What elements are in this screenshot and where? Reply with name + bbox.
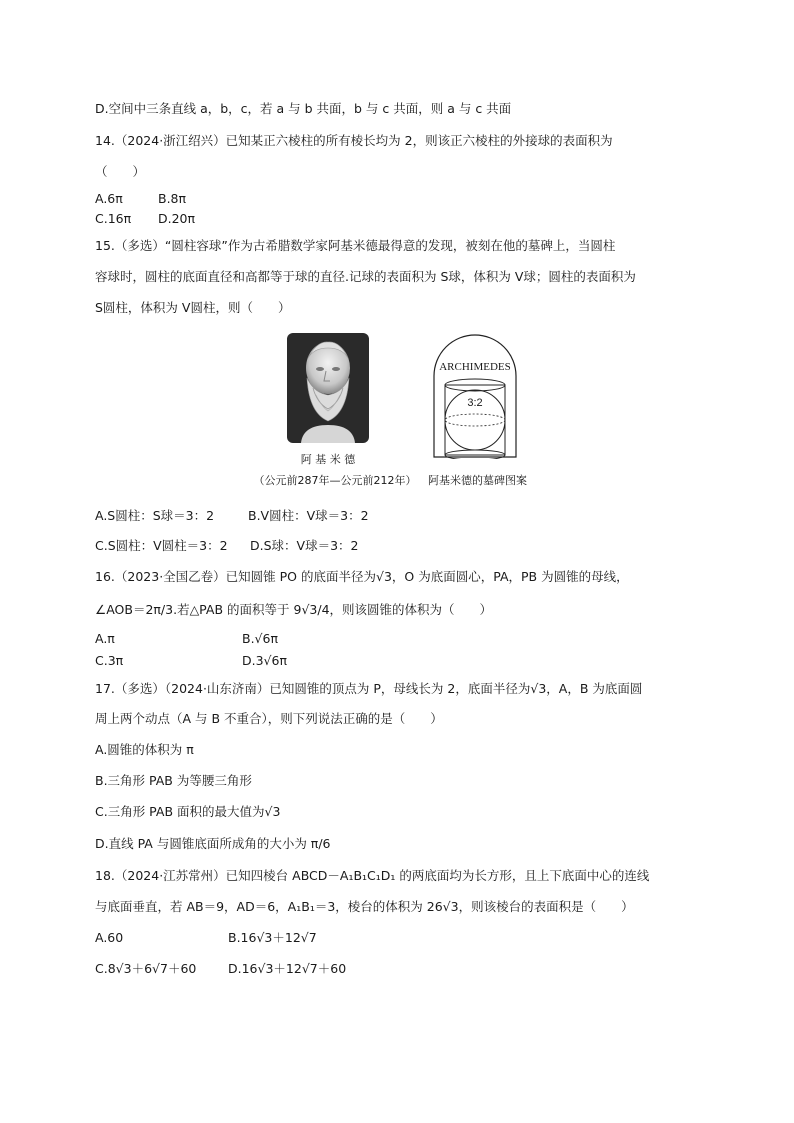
portrait-caption: 阿 基 米 德 (300, 453, 356, 466)
q15-option-c: C.S圆柱：V圆柱＝3：2 (95, 538, 228, 553)
q14-option-c: C.16π (95, 211, 132, 226)
q17-option-d: D.直线 PA 与圆锥底面所成角的大小为 π/6 (95, 836, 331, 851)
q16-option-c: C.3π (95, 653, 124, 668)
q16-stem-line2: ∠AOB＝2π/3.若△PAB 的面积等于 9√3/4，则该圆锥的体积为（ ） (95, 602, 493, 617)
q17-option-b: B.三角形 PAB 为等腰三角形 (95, 773, 252, 788)
q15-stem-line3: S圆柱，体积为 V圆柱，则（ ） (95, 300, 291, 315)
q18-option-b: B.16√3＋12√7 (228, 930, 317, 945)
q15-stem-line2: 容球时，圆柱的底面直径和高都等于球的直径.记球的表面积为 S球，体积为 V球；圆柱的表面积为 (95, 269, 636, 284)
q18-option-d: D.16√3＋12√7＋60 (228, 961, 347, 976)
archimedes-portrait (287, 333, 369, 443)
q17-option-a: A.圆锥的体积为 π (95, 742, 194, 757)
q17-stem-line1: 17.（多选）（2024·山东济南）已知圆锥的顶点为 P，母线长为 2，底面半径为√3，A，B 为底面圆 (95, 681, 643, 696)
tomb-title: ARCHIMEDES (439, 361, 511, 373)
q18-stem-line1: 18.（2024·江苏常州）已知四棱台 ABCD－A₁B₁C₁D₁ 的两底面均为长方形，且上下底面中心的连线 (95, 868, 650, 883)
q16-option-d: D.3√6π (242, 653, 287, 668)
q18-option-a: A.60 (95, 930, 124, 945)
q17-option-c: C.三角形 PAB 面积的最大值为√3 (95, 804, 281, 819)
q16-stem-line1: 16.（2023·全国乙卷）已知圆锥 PO 的底面半径为√3，O 为底面圆心，PA，PB 为圆锥的母线， (95, 569, 629, 584)
q16-option-b: B.√6π (242, 631, 278, 646)
archimedes-tomb-figure (432, 333, 518, 459)
q14-stem-line1: 14.（2024·浙江绍兴）已知某正六棱柱的所有棱长均为 2，则该正六棱柱的外接球的表面积为 (95, 133, 613, 148)
q14-option-b: B.8π (158, 191, 187, 206)
q14-option-d: D.20π (158, 211, 196, 226)
q18-option-c: C.8√3＋6√7＋60 (95, 961, 197, 976)
q14-option-a: A.6π (95, 191, 123, 206)
q16-option-a: A.π (95, 631, 115, 646)
q13-option-d: D.空间中三条直线 a，b，c，若 a 与 b 共面，b 与 c 共面，则 a 与 c 共面 (95, 101, 512, 116)
q18-stem-line2: 与底面垂直，若 AB＝9，AD＝6，A₁B₁＝3，棱台的体积为 26√3，则该棱台的表面积是（ ） (95, 899, 634, 914)
portrait-years: （公元前287年—公元前212年） (253, 474, 417, 487)
q15-option-a: A.S圆柱：S球＝3：2 (95, 508, 215, 523)
q15-stem-line1: 15.（多选）“圆柱容球”作为古希腊数学家阿基米德最得意的发现，被刻在他的墓碑上，当圆柱 (95, 238, 616, 253)
q15-option-d: D.S球：V球＝3：2 (250, 538, 359, 553)
tomb-ratio: 3:2 (467, 397, 483, 409)
tomb-caption: 阿基米德的墓碑图案 (428, 474, 527, 487)
q15-option-b: B.V圆柱：V球＝3：2 (248, 508, 369, 523)
q14-blank: （ ） (95, 164, 146, 179)
q17-stem-line2: 周上两个动点（A 与 B 不重合），则下列说法正确的是（ ） (95, 711, 443, 726)
